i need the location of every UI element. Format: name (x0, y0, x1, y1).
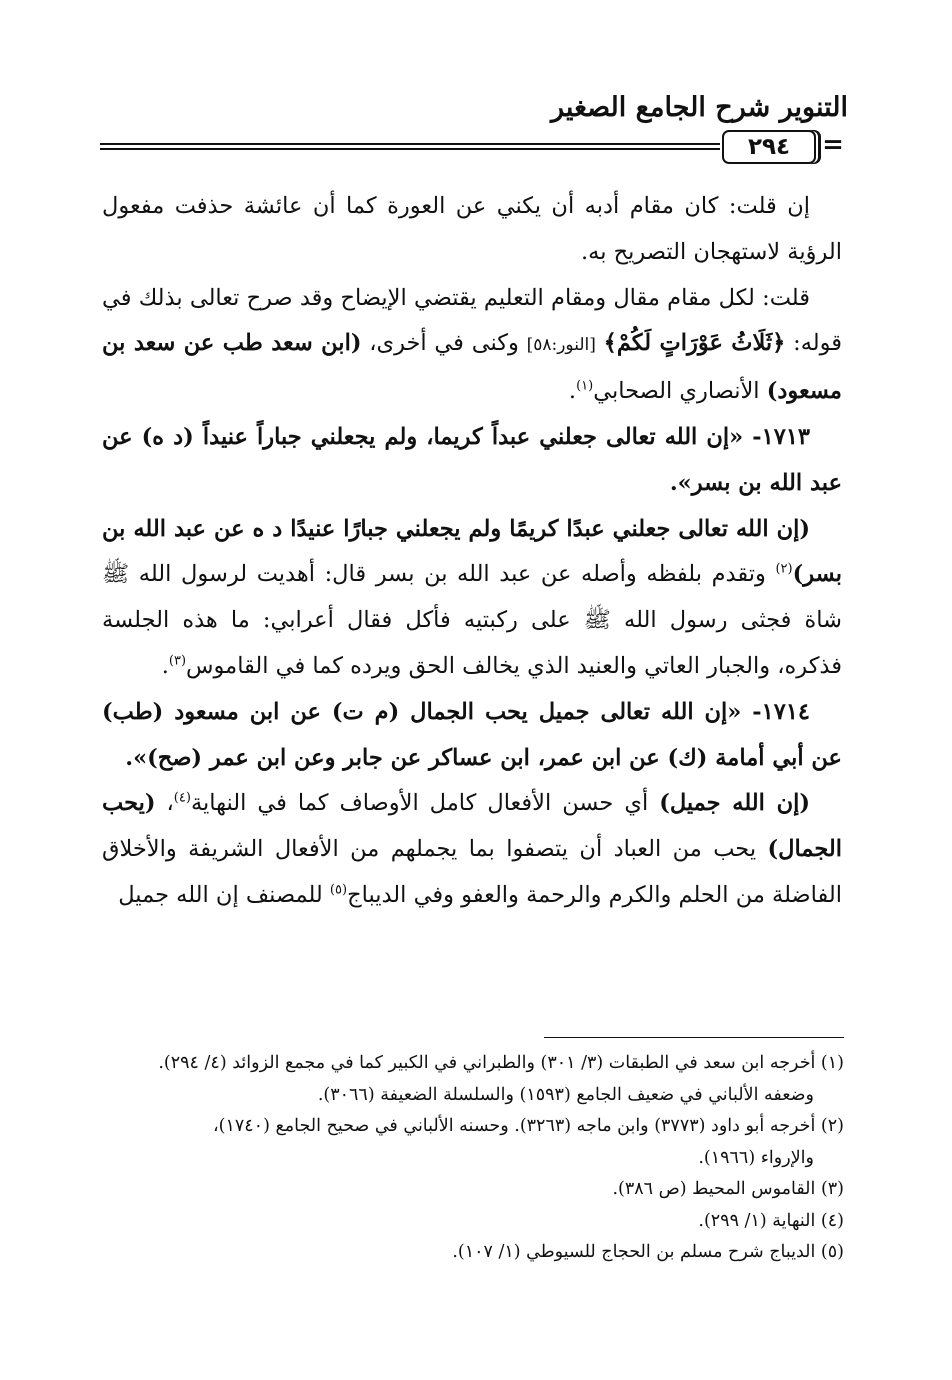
answer-text-2: وكنى في أخرى، (361, 330, 527, 357)
answer-text: قلت: لكل مقام مقال ومقام التعليم يقتضي الإيضاح وقد صرح تعالى بذلك في قوله: (102, 284, 842, 357)
period: . (161, 652, 169, 679)
footnote-ref-2[interactable]: (٢) (775, 561, 793, 577)
hadith-1713: ١٧١٣- «إن الله تعالى جعلني عبداً كريما، ولم يجعلني جباراً عنيداً (د ه) عن عبد الله بن بسر». (102, 423, 842, 496)
commentary-1713 (102, 507, 842, 690)
verse-reference: [النور:٥٨] (526, 335, 596, 356)
hadith-quote: (إن الله جميل) (659, 790, 810, 817)
hadith-1714: ١٧١٤- «إن الله تعالى جميل يحب الجمال (م ت) عن ابن مسعود (طب) عن أبي أمامة (ك) عن ابن عمر، ابن عساكر عن جابر وعن ابن عمر (صح)». (102, 698, 842, 771)
footnote-2-cont: والإرواء (١٩٦٦). (698, 1147, 814, 1168)
header-rule (100, 143, 720, 150)
commentary-text-2: يحب من العباد أن يتصفوا بما يجملهم من الأفعال الشريفة والأخلاق الفاضلة من الحلم والكرم والرحمة والعفو وفي الديباج (102, 836, 842, 908)
paragraph-answer (102, 276, 842, 415)
footnote-ref-5[interactable]: (٥) (329, 882, 348, 898)
main-text (102, 184, 842, 919)
period: . (568, 378, 577, 405)
header-marker: = (822, 130, 844, 160)
footnote-2: (٢) أخرجه أبو داود (٣٧٧٣) وابن ماجه (٣٢٦٣). وحسنه الألباني في صحيح الجامع (١٧٤٠)، (212, 1116, 844, 1136)
footnote-5: (٥) الديباج شرح مسلم بن الحجاج للسيوطي (١/ ١٠٧). (452, 1242, 844, 1262)
footnote-3: (٣) القاموس المحيط (ص ٣٨٦). (612, 1179, 844, 1199)
footnote-1-cont: وضعفه الألباني في ضعيف الجامع (١٥٩٣) والسلسلة الضعيفة (٣٠٦٦). (317, 1084, 814, 1105)
paragraph-question: إن قلت: كان مقام أدبه أن يكني عن العورة كما أن عائشة حذفت مفعول الرؤية لاستهجان التصريح به. (102, 193, 842, 265)
page-number: ٢٩٤ (722, 130, 816, 164)
footnote-ref-3[interactable]: (٣) (168, 653, 187, 669)
running-title: التنوير شرح الجامع الصغير (551, 92, 848, 123)
comma: ، (155, 790, 174, 817)
commentary-text: وتقدم بلفظه وأصله عن عبد الله بن بسر قال: أهديت لرسول الله ﷺ شاة فجثى رسول الله ﷺ على ركبتيه فأكل فقال أعرابي: ما هذه الجلسة فذكره، والجبار العاتي والعنيد الذي يخالف الحق ويرده كما في القاموس (102, 561, 842, 679)
hadith-source: (ابن سعد طب عن سعد بن مسعود) (102, 330, 842, 405)
commentary-text: أي حسن الأفعال كامل الأوصاف كما في النهاية (190, 790, 660, 817)
footnote-ref-4[interactable]: (٤) (173, 790, 191, 806)
footnote-rule (544, 1037, 844, 1038)
footnote-ref-1[interactable]: (١) (576, 378, 594, 394)
commentary-text-3: للمصنف إن الله جميل (118, 881, 330, 908)
footnotes (100, 1048, 844, 1269)
commentary-1714 (102, 781, 842, 918)
quran-verse: ﴿ثَلَاثُ عَوْرَاتٍ لَكُمْ﴾ (603, 330, 786, 357)
answer-text-3: الأنصاري الصحابي (593, 378, 767, 405)
hadith-quote: (إن الله تعالى جعلني عبدًا كريمًا ولم يجعلني جبارًا عنيدًا د ه عن عبد الله بن بسر) (102, 515, 842, 588)
hadith-quote-2: (يحب الجمال) (102, 790, 842, 863)
footnote-1: (١) أخرجه ابن سعد في الطبقات (٣/ ٣٠١) والطبراني في الكبير كما في مجمع الزوائد (٤/ ٢٩٤). (158, 1053, 844, 1073)
footnote-4: (٤) النهاية (١/ ٢٩٩). (698, 1210, 844, 1231)
